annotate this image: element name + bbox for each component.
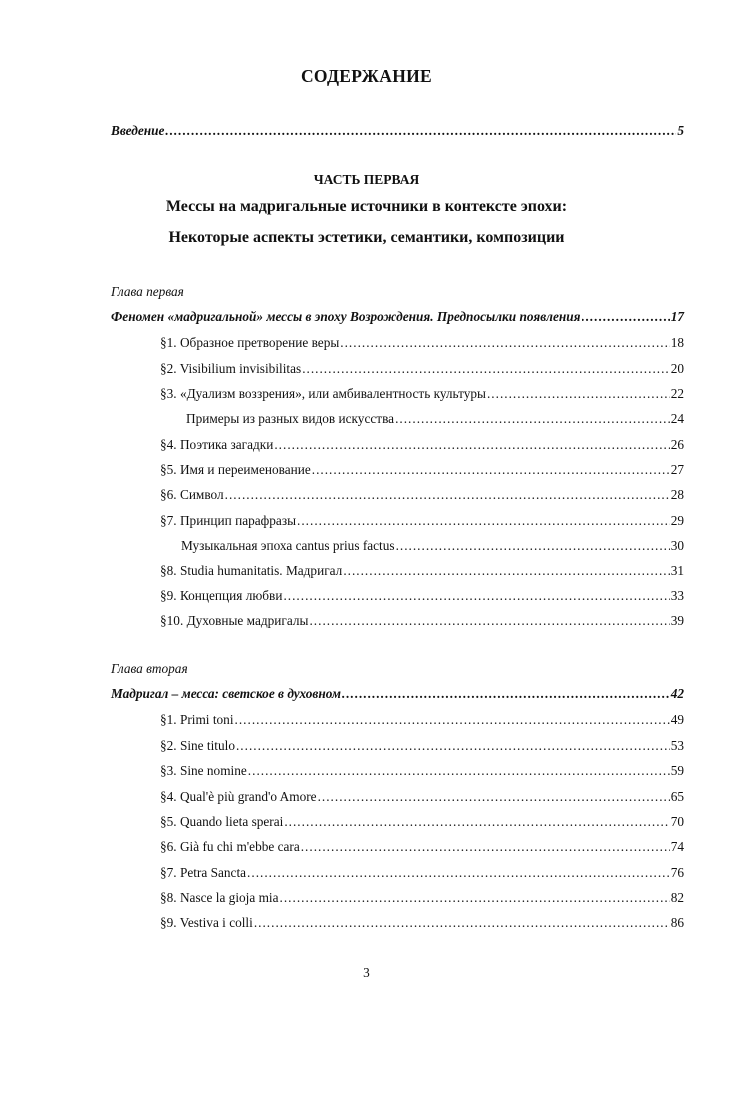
toc-item	[186, 411, 684, 431]
toc-item-page: 26	[670, 437, 684, 452]
leader-dots	[309, 613, 669, 629]
part-subtitle-line1: Мессы на мадригальные источники в контексте эпохи:	[165, 198, 568, 215]
part-subtitle-line2: Некоторые аспекты эстетики, семантики, композиции	[168, 229, 565, 246]
toc-item	[160, 563, 684, 583]
toc-item	[160, 814, 684, 834]
leader-dots	[342, 686, 670, 702]
toc-item-text: §8. Nasce la gioja mia	[160, 890, 279, 905]
toc-item-text: §2. Visibilium invisibilitas	[160, 361, 302, 376]
leader-dots	[396, 538, 670, 554]
toc-item-text: §9. Vestiva i colli	[160, 915, 253, 930]
toc-item-page: 53	[670, 738, 684, 753]
toc-intro-page: 5	[677, 123, 684, 138]
toc-item-text: §4. Qual'è più grand'o Amore	[160, 789, 317, 804]
leader-dots	[340, 335, 669, 351]
leader-dots	[274, 437, 669, 453]
leader-dots	[235, 712, 670, 728]
toc-item	[160, 335, 684, 355]
toc-item	[160, 361, 684, 381]
toc-item	[160, 865, 684, 885]
toc-item	[160, 839, 684, 859]
toc-chapter-heading-text: Феномен «мадригальной» мессы в эпоху Возрождения. Предпосылки появления	[111, 309, 581, 324]
toc-item-text: §4. Поэтика загадки	[160, 437, 274, 452]
toc-item	[160, 738, 684, 758]
toc-item-text: §6. Символ	[160, 487, 224, 502]
leader-dots	[302, 361, 670, 377]
toc-item	[160, 386, 684, 406]
toc-item-text: §5. Имя и переименование	[160, 462, 311, 477]
toc-item-text: §8. Studia humanitatis. Мадригал	[160, 563, 343, 578]
toc-item	[181, 538, 684, 558]
page-number: 3	[363, 965, 370, 980]
toc-item-page: 24	[670, 411, 684, 426]
toc-item-page: 49	[670, 712, 684, 727]
toc-item-text: §7. Принцип парафразы	[160, 513, 297, 528]
toc-item	[160, 712, 684, 732]
leader-dots	[283, 588, 669, 604]
leader-dots	[236, 738, 670, 754]
leader-dots	[254, 915, 670, 931]
toc-item-text: §1. Primi toni	[160, 712, 234, 727]
toc-item-page: 59	[670, 763, 684, 778]
toc-item-page: 39	[670, 613, 684, 628]
leader-dots	[301, 839, 670, 855]
toc-chapter-heading	[111, 686, 684, 706]
leader-dots	[280, 890, 670, 906]
toc-item-page: 27	[670, 462, 684, 477]
toc-chapter-heading-page: 42	[670, 686, 684, 701]
toc-item-page: 28	[670, 487, 684, 502]
toc-item	[160, 613, 684, 633]
toc-item-page: 29	[670, 513, 684, 528]
toc-item-page: 86	[670, 915, 684, 930]
toc-item	[160, 763, 684, 783]
toc-item	[160, 915, 684, 935]
toc-item-page: 65	[670, 789, 684, 804]
toc-item-page: 20	[670, 361, 684, 376]
leader-dots	[248, 763, 670, 779]
leader-dots	[225, 487, 670, 503]
toc-item-page: 31	[670, 563, 684, 578]
toc-item-page: 70	[670, 814, 684, 829]
leader-dots	[247, 865, 670, 881]
toc-intro	[111, 123, 684, 143]
toc-item-text: §5. Quando lieta sperai	[160, 814, 284, 829]
toc-item	[160, 437, 684, 457]
leader-dots	[487, 386, 670, 402]
toc-item-text: §1. Образное претворение веры	[160, 335, 340, 350]
leader-dots	[284, 814, 669, 830]
chapter-label: Глава первая	[111, 284, 184, 299]
leader-dots	[582, 309, 670, 325]
toc-item-page: 76	[670, 865, 684, 880]
toc-item	[160, 588, 684, 608]
leader-dots	[395, 411, 670, 427]
toc-item-page: 82	[670, 890, 684, 905]
toc-item-text: §9. Концепция любви	[160, 588, 283, 603]
chapter-label: Глава вторая	[111, 661, 188, 676]
toc-item-text: §3. Sine nomine	[160, 763, 247, 778]
leader-dots	[318, 789, 670, 805]
leader-dots	[297, 513, 670, 529]
toc-chapter-heading-page: 17	[670, 309, 684, 324]
toc-item-text: §3. «Дуализм воззрения», или амбивалентность культуры	[160, 386, 486, 401]
toc-item	[160, 487, 684, 507]
toc-chapter-heading-text: Мадригал – месса: светское в духовном	[111, 686, 342, 701]
toc-item-page: 74	[670, 839, 684, 854]
toc-item	[160, 890, 684, 910]
toc-intro-label: Введение	[111, 123, 165, 138]
toc-item	[160, 513, 684, 533]
toc-item-text: §2. Sine titulo	[160, 738, 235, 753]
toc-item-page: 18	[670, 335, 684, 350]
leader-dots	[343, 563, 669, 579]
toc-chapter-heading	[111, 309, 684, 329]
toc-item-page: 22	[670, 386, 684, 401]
toc-item-text: Музыкальная эпоха cantus prius factus	[181, 538, 395, 553]
toc-item-text: §7. Petra Sancta	[160, 865, 247, 880]
leader-dots	[312, 462, 670, 478]
toc-item	[160, 462, 684, 482]
page-title: СОДЕРЖАНИЕ	[300, 66, 432, 86]
toc-item-page: 33	[670, 588, 684, 603]
toc-item	[160, 789, 684, 809]
toc-item-text: §6. Già fu chi m'ebbe cara	[160, 839, 300, 854]
leader-dots	[165, 123, 676, 139]
toc-item-text: Примеры из разных видов искусства	[186, 411, 395, 426]
toc-item-page: 30	[670, 538, 684, 553]
toc-item-text: §10. Духовные мадригалы	[160, 613, 309, 628]
part-label: ЧАСТЬ ПЕРВАЯ	[313, 172, 420, 187]
